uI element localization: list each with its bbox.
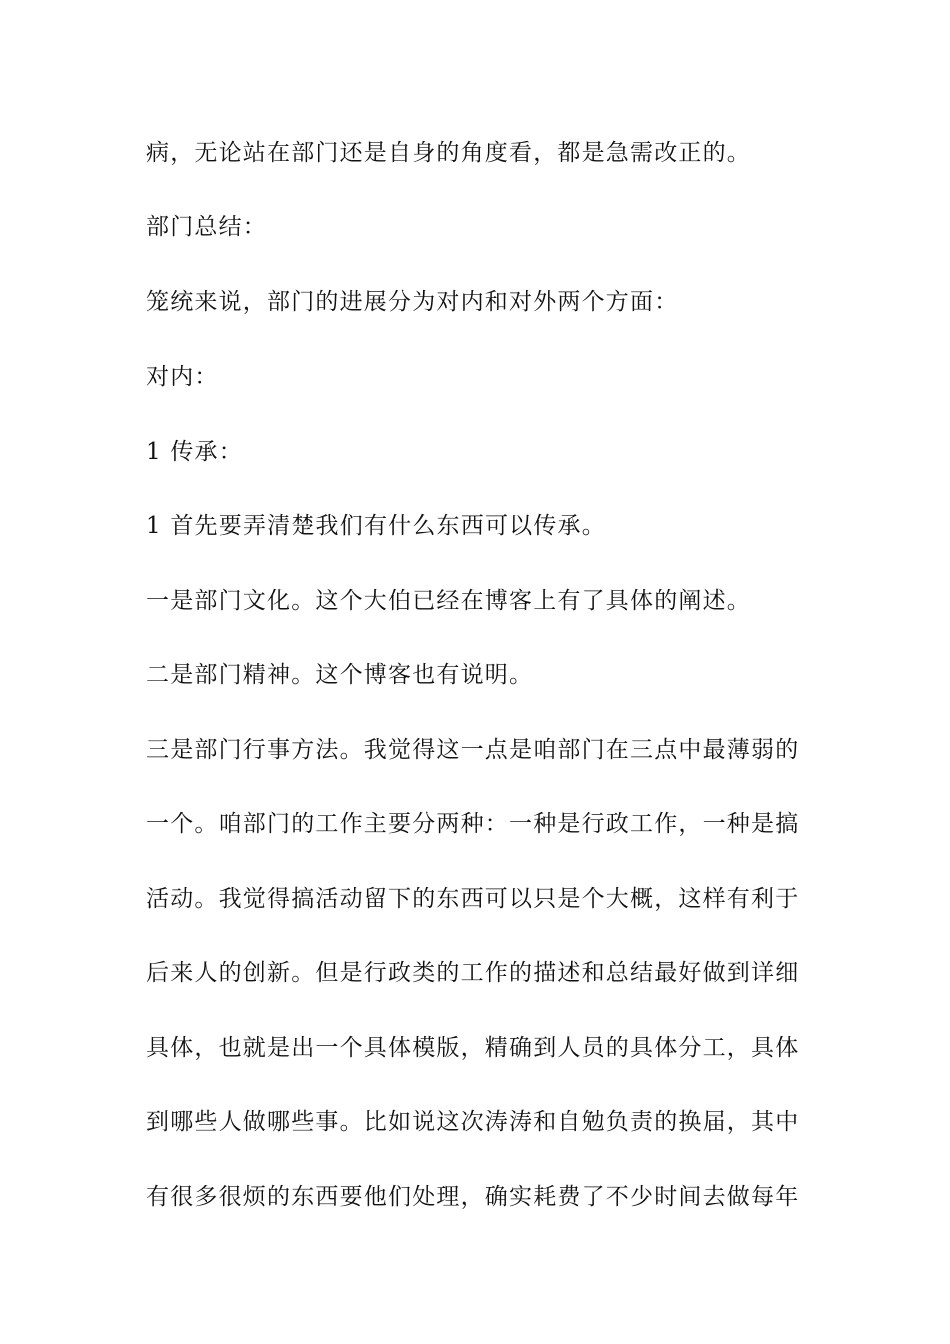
body-text-line: 二是部门精神。这个博客也有说明。: [146, 662, 534, 688]
body-text-line: 具体，也就是出一个具体模版，精确到人员的具体分工，具体: [146, 1035, 800, 1061]
section-heading-summary: 部门总结：: [146, 214, 267, 240]
body-text-line: 活动。我觉得搞活动留下的东西可以只是个大概，这样有利于: [146, 886, 800, 912]
body-text-line: 一个。咱部门的工作主要分两种：一种是行政工作，一种是搞: [146, 811, 800, 837]
body-text-line: 三是部门行事方法。我觉得这一点是咱部门在三点中最薄弱的: [146, 737, 800, 763]
body-text-line: 后来人的创新。但是行政类的工作的描述和总结最好做到详细: [146, 960, 800, 986]
body-text-line: 有很多很烦的东西要他们处理，确实耗费了不少时间去做每年: [146, 1184, 800, 1210]
body-text-line: 1 首先要弄清楚我们有什么东西可以传承。: [146, 513, 606, 539]
body-text-line: 笼统来说，部门的进展分为对内和对外两个方面：: [146, 289, 679, 315]
body-text-line: 病，无论站在部门还是自身的角度看，都是急需改正的。: [146, 140, 751, 166]
body-text-line: 一是部门文化。这个大伯已经在博客上有了具体的阐述。: [146, 588, 751, 614]
section-heading-internal: 对内：: [146, 364, 219, 390]
numbered-heading-inheritance: 1 传承：: [146, 439, 243, 465]
body-text-line: 到哪些人做哪些事。比如说这次涛涛和自勉负责的换届，其中: [146, 1109, 800, 1135]
